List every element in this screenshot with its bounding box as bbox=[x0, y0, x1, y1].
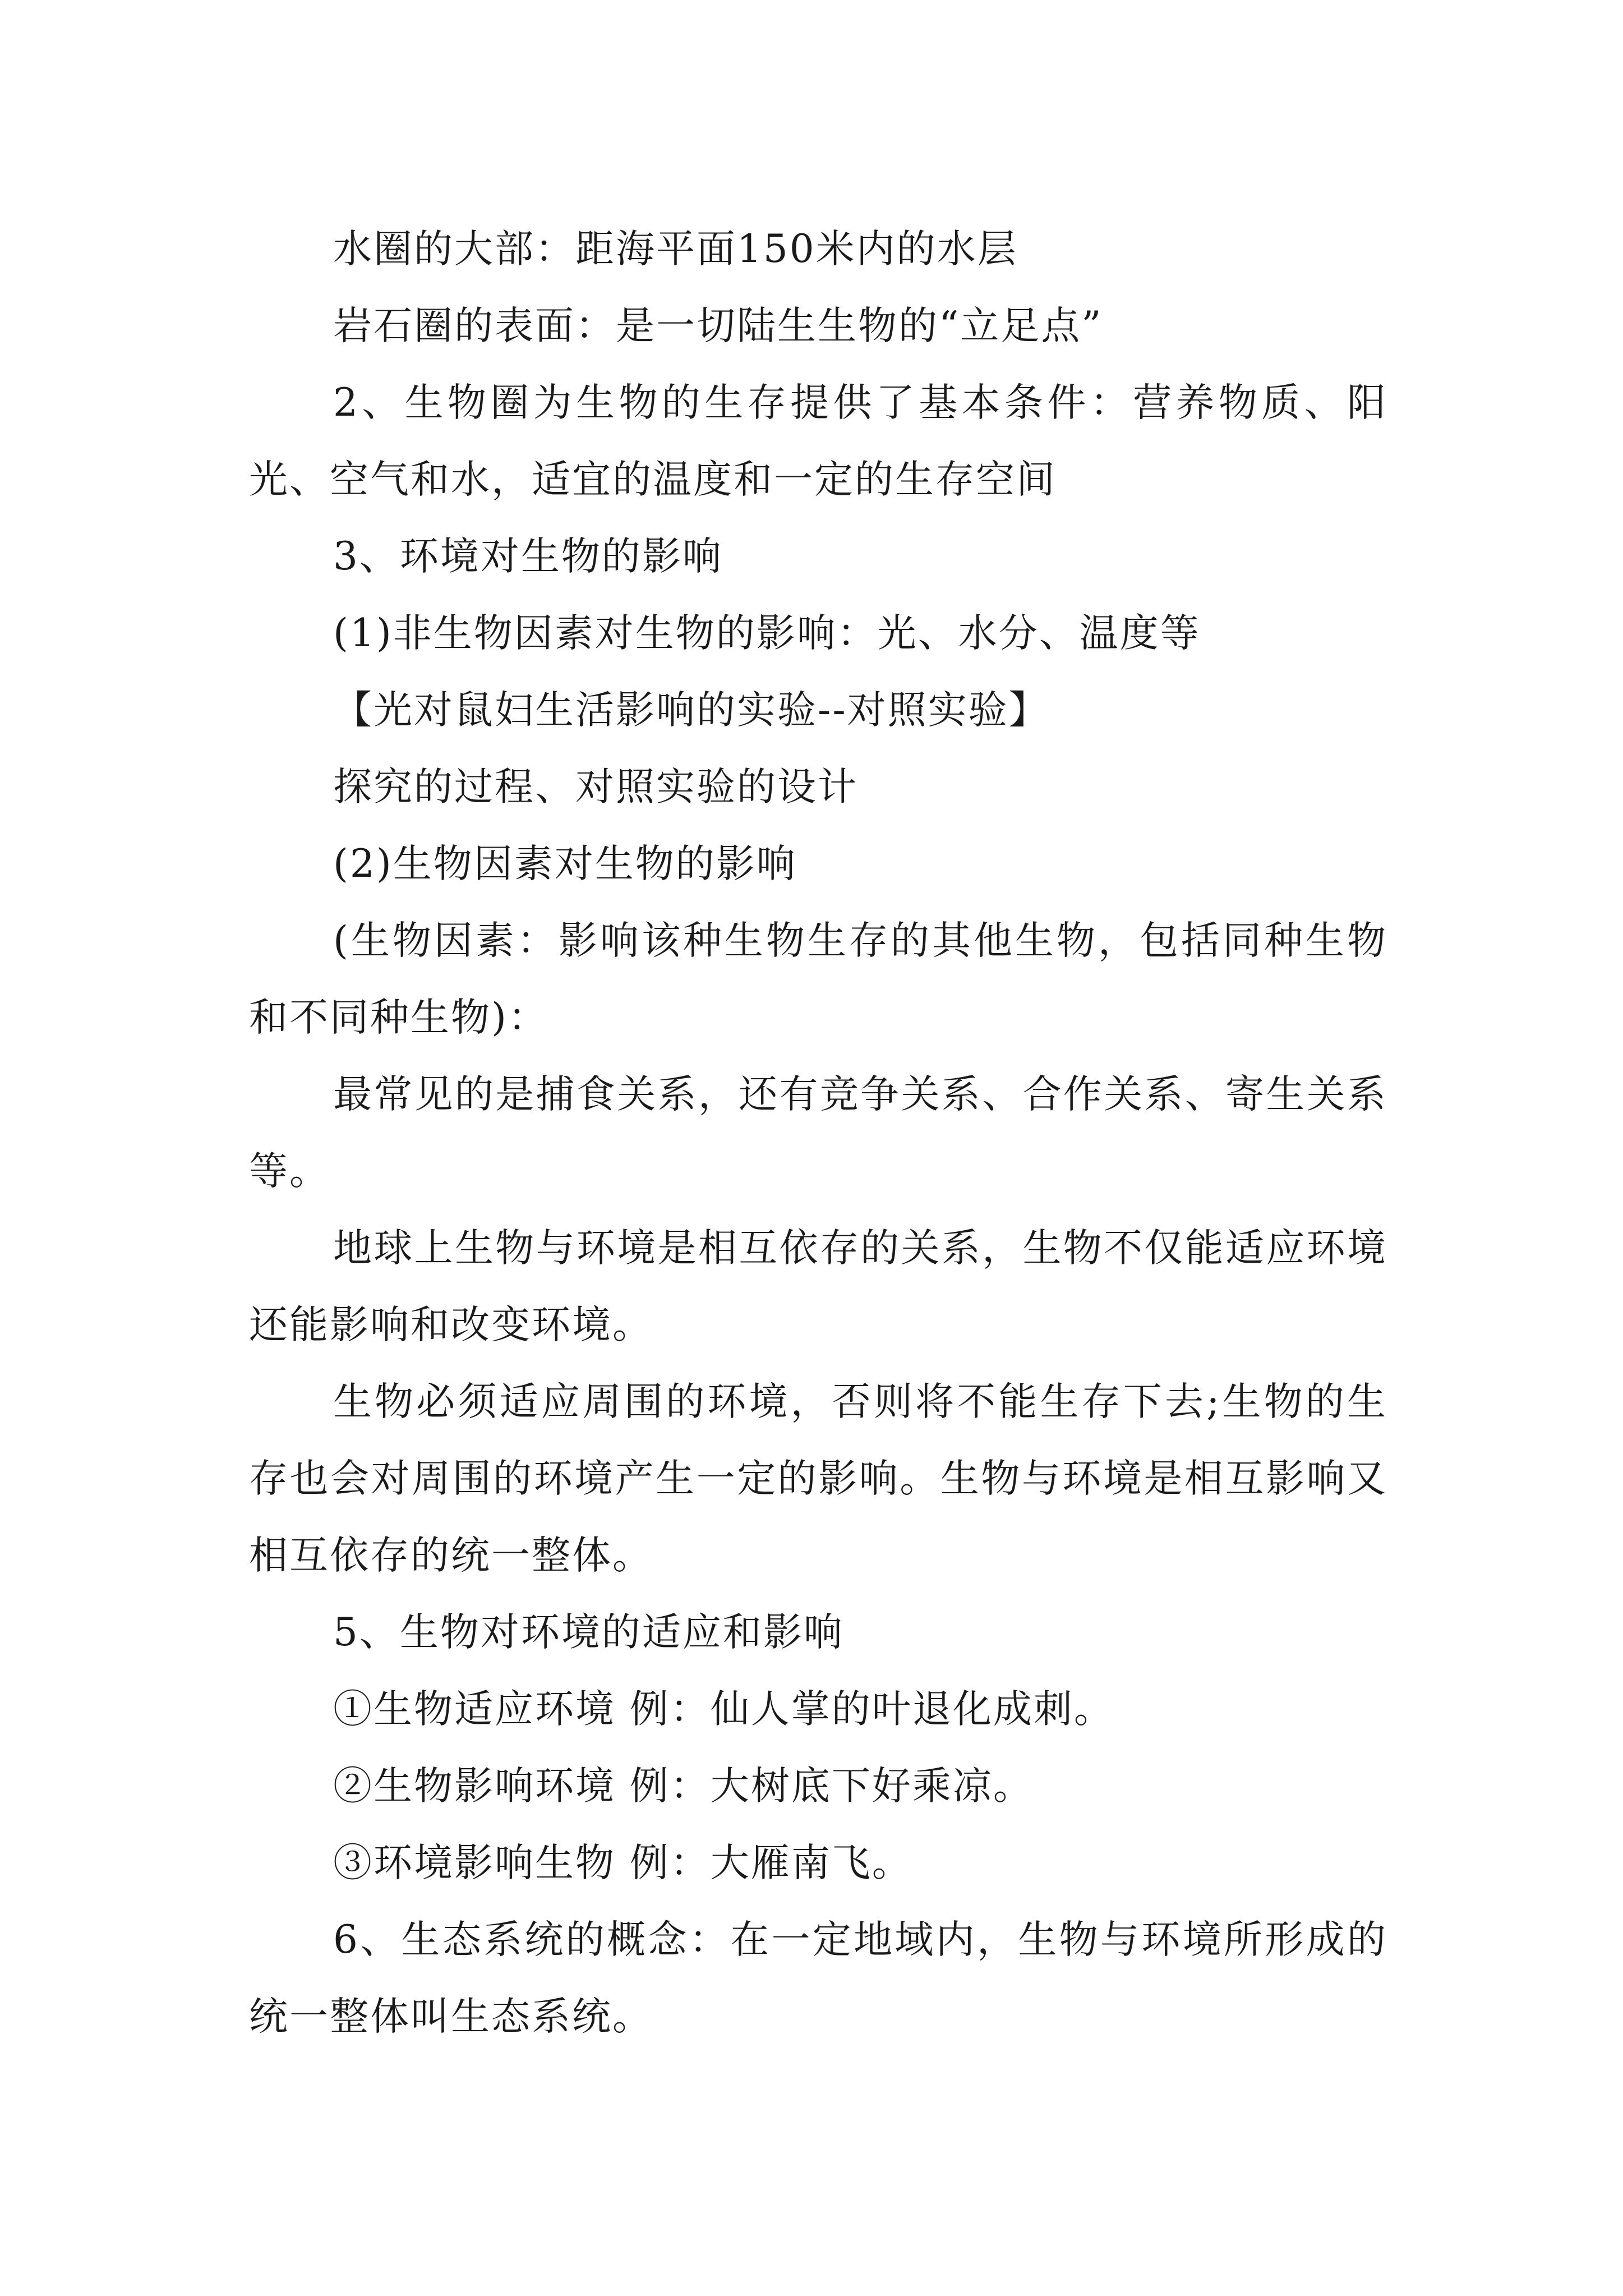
paragraph-biosphere-conditions: 2、生物圈为生物的生存提供了基本条件：营养物质、阳光、空气和水，适宜的温度和一定的生存空间 bbox=[249, 380, 1387, 502]
paragraph-ecosystem-definition: 6、生态系统的概念：在一定地域内，生物与环境所形成的统一整体叫生态系统。 bbox=[249, 1917, 1387, 2039]
paragraph-biotic-definition: (生物因素：影响该种生物生存的其他生物，包括同种生物和不同种生物)： bbox=[249, 918, 1387, 1040]
list-item-environment: ③环境影响生物 例：大雁南飞。 bbox=[333, 1841, 912, 1885]
paragraph-abiotic-factors: (1)非生物因素对生物的影响：光、水分、温度等 bbox=[333, 611, 1201, 656]
heading-environment-effects: 3、环境对生物的影响 bbox=[333, 534, 723, 579]
heading-adaptation-influence: 5、生物对环境的适应和影响 bbox=[333, 1610, 844, 1655]
paragraph-lithosphere: 岩石圈的表面：是一切陆生生物的“立足点” bbox=[333, 303, 1103, 348]
paragraph-hydrosphere: 水圈的大部：距海平面150米内的水层 bbox=[333, 227, 1018, 272]
paragraph-relationships: 最常见的是捕食关系，还有竞争关系、合作关系、寄生关系等。 bbox=[249, 1072, 1387, 1194]
list-item-adapt: ①生物适应环境 例：仙人掌的叶退化成刺。 bbox=[333, 1687, 1114, 1732]
paragraph-experiment-design: 探究的过程、对照实验的设计 bbox=[333, 765, 858, 809]
paragraph-adaptation: 生物必须适应周围的环境，否则将不能生存下去;生物的生存也会对周围的环境产生一定的影响。生物与环境是相互影响又相互依存的统一整体。 bbox=[249, 1379, 1387, 1578]
paragraph-interdependence: 地球上生物与环境是相互依存的关系，生物不仅能适应环境还能影响和改变环境。 bbox=[249, 1226, 1387, 1347]
paragraph-biotic-factors: (2)生物因素对生物的影响 bbox=[333, 841, 797, 886]
list-item-influence: ②生物影响环境 例：大树底下好乘凉。 bbox=[333, 1764, 1034, 1809]
paragraph-experiment-title: 【光对鼠妇生活影响的实验--对照实验】 bbox=[333, 688, 1049, 733]
document-body bbox=[249, 211, 1387, 2055]
